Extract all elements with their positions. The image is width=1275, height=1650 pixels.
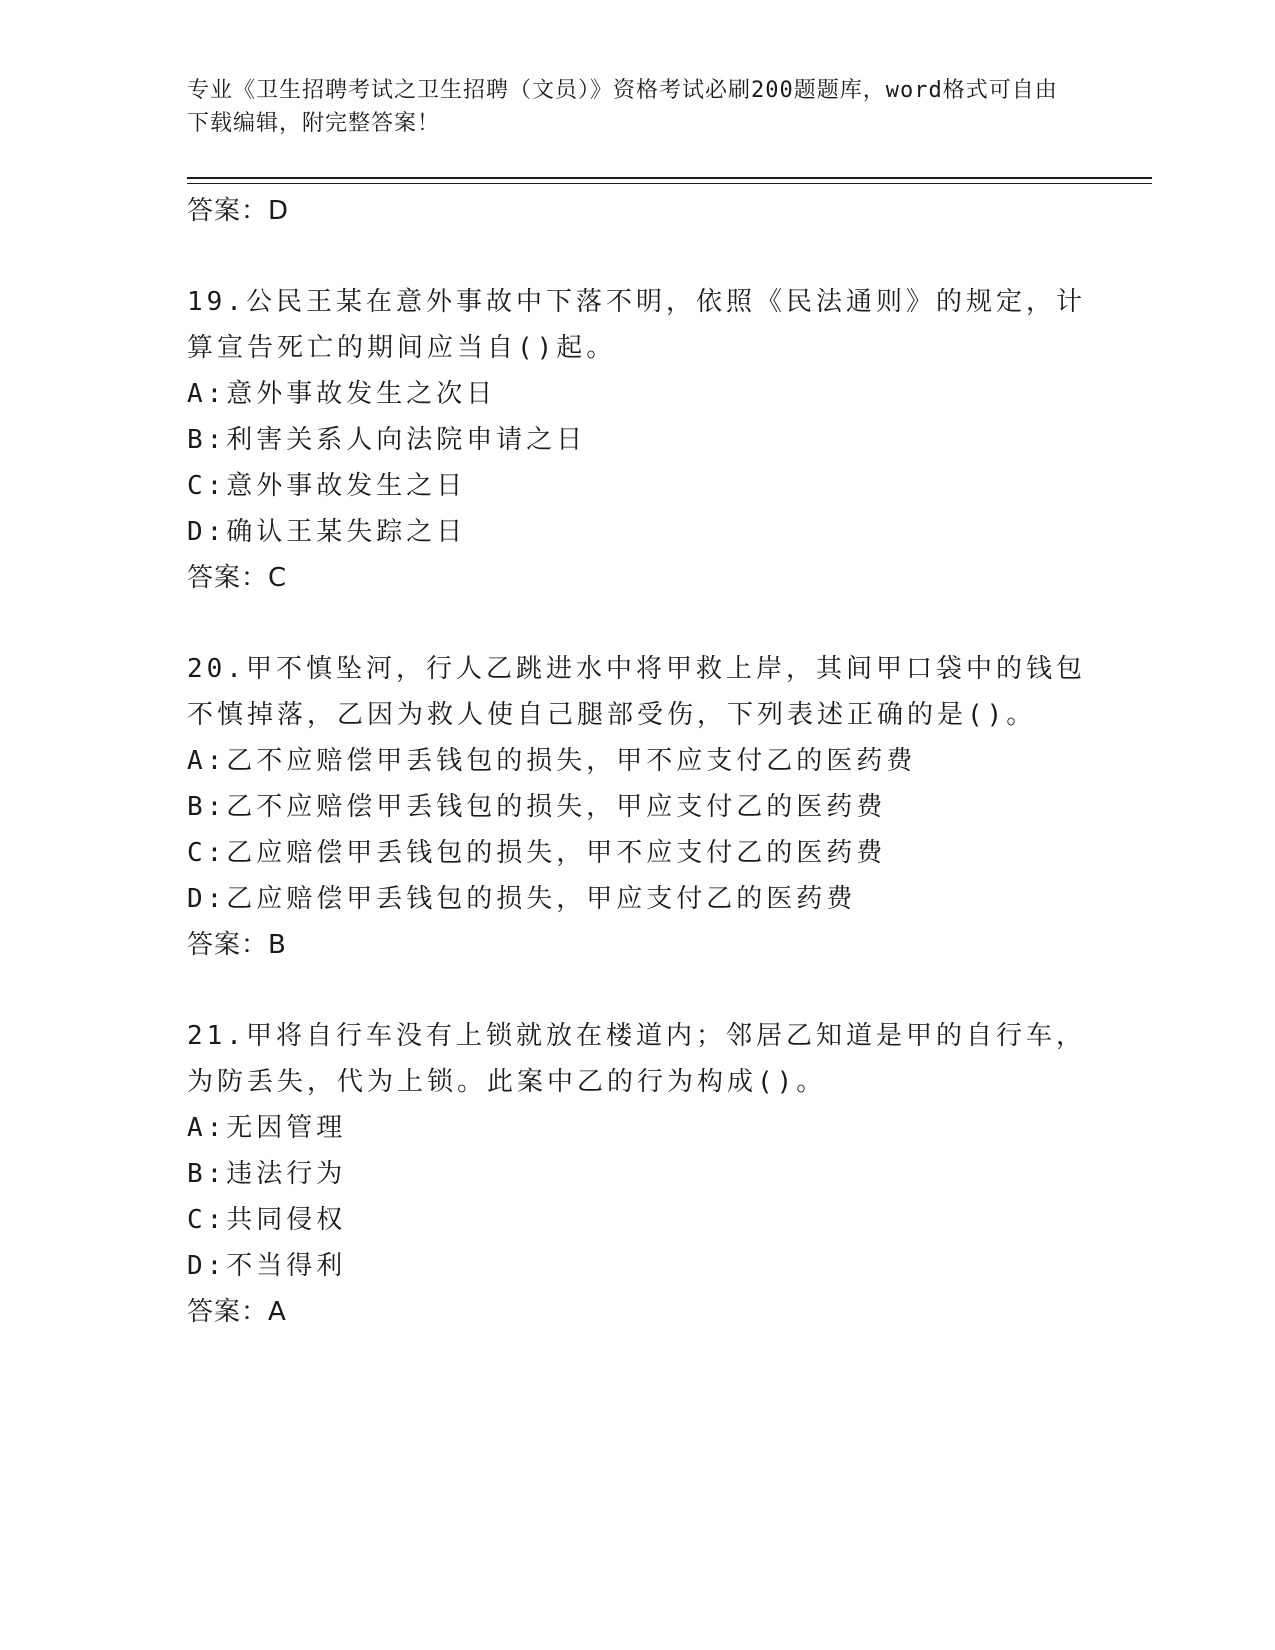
- option-c: C:共同侵权: [187, 1205, 347, 1235]
- question-item: [187, 1013, 1087, 1335]
- question-stem: 20.甲不慎坠河，行人乙跳进水中将甲救上岸，其间甲口袋中的钱包不慎掉落，乙因为救人使自己腿部受伤，下列表述正确的是()。: [187, 654, 1086, 730]
- option-b: B:乙不应赔偿甲丢钱包的损失，甲应支付乙的医药费: [187, 792, 887, 822]
- option-b: B:违法行为: [187, 1159, 347, 1189]
- option-d: D:确认王某失踪之日: [187, 517, 467, 547]
- header-divider-thin: [187, 183, 1152, 184]
- page-header: 专业《卫生招聘考试之卫生招聘（文员）》资格考试必刷200题题库，word格式可自由下载编辑，附完整答案！: [187, 78, 1058, 136]
- option-b: B:利害关系人向法院申请之日: [187, 425, 587, 455]
- option-a: A:无因管理: [187, 1113, 347, 1143]
- question-list: [187, 188, 1087, 1335]
- question-stem: 19.公民王某在意外事故中下落不明，依照《民法通则》的规定，计算宣告死亡的期间应当自()起。: [187, 287, 1086, 363]
- question-stem: 21.甲将自行车没有上锁就放在楼道内；邻居乙知道是甲的自行车，为防丢失，代为上锁。此案中乙的行为构成()。: [187, 1021, 1086, 1097]
- answer-line: 答案：D: [187, 196, 290, 226]
- option-c: C:乙应赔偿甲丢钱包的损失，甲不应支付乙的医药费: [187, 838, 887, 868]
- question-item: [187, 279, 1087, 601]
- header-divider: [187, 177, 1152, 179]
- question-item: [187, 646, 1087, 968]
- answer-line: 答案：A: [187, 1297, 287, 1327]
- option-d: D:乙应赔偿甲丢钱包的损失，甲应支付乙的医药费: [187, 884, 857, 914]
- option-a: A:乙不应赔偿甲丢钱包的损失，甲不应支付乙的医药费: [187, 746, 917, 776]
- option-a: A:意外事故发生之次日: [187, 379, 497, 409]
- option-d: D:不当得利: [187, 1251, 347, 1281]
- answer-line: 答案：B: [187, 930, 287, 960]
- option-c: C:意外事故发生之日: [187, 471, 467, 501]
- answer-line: 答案：C: [187, 563, 288, 593]
